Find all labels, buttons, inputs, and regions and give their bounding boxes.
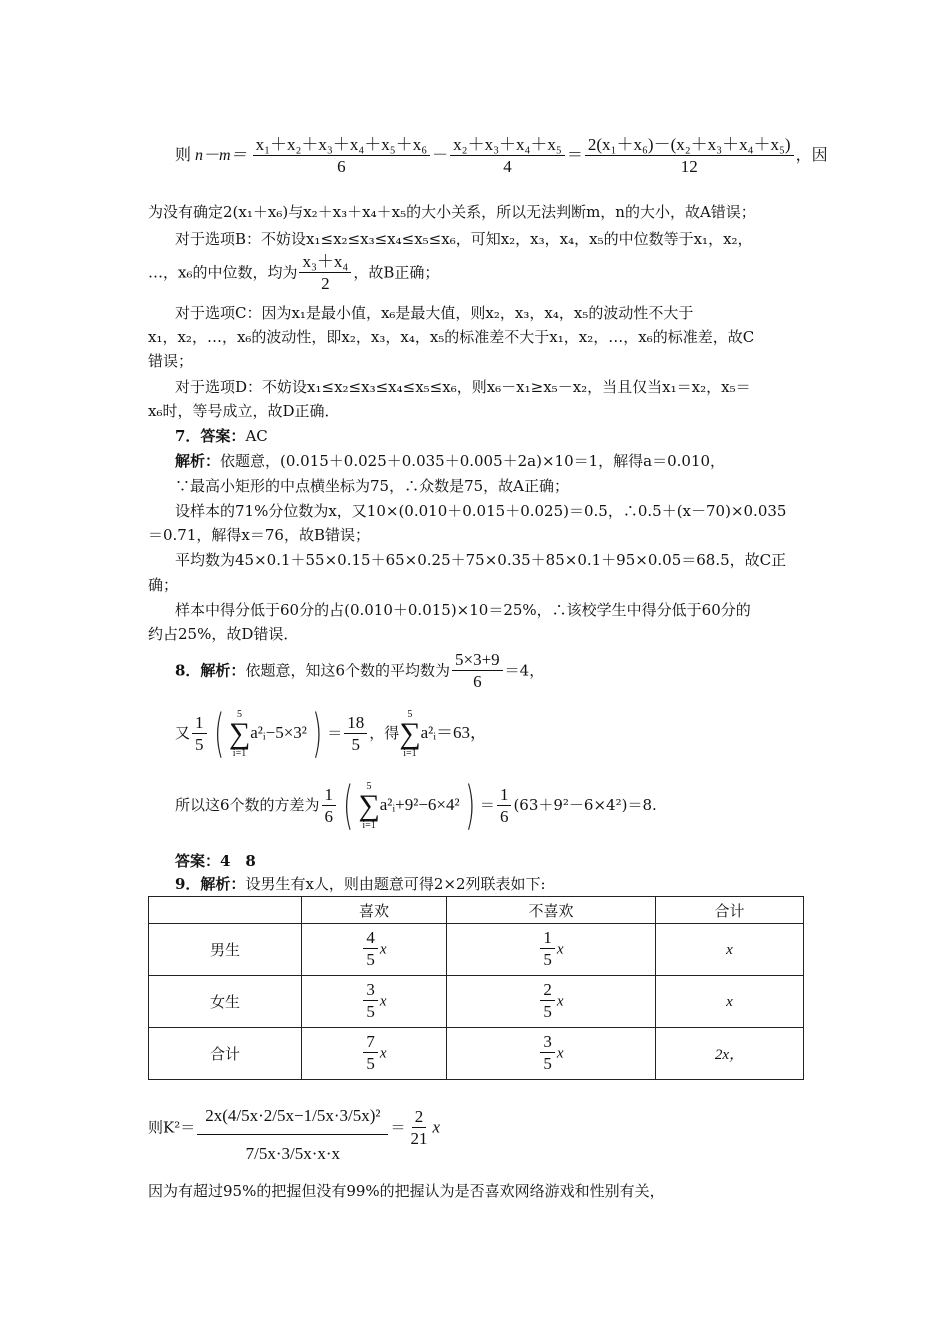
den: 6: [473, 672, 482, 691]
fraction-mean: [452, 650, 503, 693]
header-cell: [149, 897, 302, 924]
fraction-median: [299, 252, 351, 295]
row-label: 女生: [149, 976, 302, 1028]
table-cell: [656, 924, 804, 976]
value: AC: [245, 427, 268, 445]
label: 9．解析：: [175, 875, 246, 893]
num: 1: [540, 928, 555, 949]
q7-line: 平均数为45×0.1＋55×0.15＋65×0.25＋75×0.35＋85×0.1＋95×0.05＝68.5，故C正: [175, 551, 787, 569]
text: a²ᵢ＝63，: [420, 723, 488, 742]
table-cell: [447, 1028, 656, 1080]
num: 1: [322, 785, 337, 806]
fraction-2: [450, 135, 565, 178]
num: 2: [412, 1107, 427, 1128]
header-cell: 合计: [656, 897, 804, 924]
contingency-table: [148, 896, 804, 1080]
text: ，得: [369, 724, 400, 742]
var: x: [379, 941, 387, 958]
den: 7/5x·3/5x·x·x: [245, 1144, 341, 1163]
k2-formula: [148, 1092, 440, 1165]
paragraph-line: 为没有确定2(x₁＋x₆)与x₂＋x₃＋x₄＋x₅的大小关系，所以无法判断m，n的大小，故A错误；: [148, 203, 756, 221]
den: 5: [543, 1054, 552, 1073]
num: x₁＋x₂＋x₃＋x₄＋x₅＋x₆: [253, 135, 431, 156]
k2-fraction: [197, 1092, 388, 1165]
table-cell: [447, 976, 656, 1028]
den: 5: [195, 734, 204, 754]
q7-line: ∵最高小矩形的中点横坐标为75，∴众数是75，故A正确；: [175, 477, 570, 495]
text: －: [432, 147, 449, 165]
var: x: [379, 993, 387, 1010]
value: x: [726, 994, 733, 1010]
paragraph-line: x₁，x₂，…，x₆的波动性，即x₂，x₃，x₄，x₅的标准差不大于x₁，x₂，…，x₆的标准差，故C: [148, 328, 755, 346]
q7-line: 确；: [148, 576, 179, 594]
den: 5: [366, 1002, 375, 1021]
text: 又: [175, 724, 191, 742]
paragraph-line: 错误；: [148, 352, 194, 370]
table-cell: [302, 924, 447, 976]
lim: i=1: [403, 748, 417, 759]
sigma-icon: ∑: [358, 789, 380, 822]
row-label: 合计: [149, 1028, 302, 1080]
den: 4: [503, 157, 512, 176]
num: 1: [192, 713, 207, 734]
den: 6: [324, 806, 334, 826]
num: 3: [540, 1032, 555, 1053]
text: (63＋9²－6×4²)＝8.: [513, 796, 657, 814]
sigma-icon: ∑: [399, 717, 421, 750]
table-header-row: [149, 897, 804, 924]
lim: 5: [366, 781, 372, 792]
den: 5: [543, 1002, 552, 1021]
table-row: [149, 976, 804, 1028]
table-cell: [447, 924, 656, 976]
q7-line: 约占25%，故D错误．: [148, 625, 299, 643]
label: 解析：: [175, 452, 221, 470]
q7-line: 样本中得分低于60分的占(0.010＋0.015)×10＝25%，∴该校学生中得分低于60分的: [175, 601, 751, 619]
den: 12: [680, 157, 698, 176]
paragraph-line: 因为有超过95%的把握但没有99%的把握认为是否喜欢网络游戏和性别有关，: [148, 1182, 665, 1200]
q7-line: ＝0.71，解得x＝76，故B错误；: [148, 526, 370, 544]
table-cell: [302, 976, 447, 1028]
table-row: [149, 1028, 804, 1080]
paragraph-line-median: [148, 252, 439, 295]
q7-line: [175, 451, 725, 471]
num: 1: [497, 785, 512, 806]
q8-line-3: [175, 776, 657, 836]
var: x: [556, 941, 564, 958]
den: 6: [499, 806, 509, 826]
lim: i=1: [232, 748, 247, 759]
text: ＝: [479, 796, 495, 814]
text: a²ᵢ−5×3²: [250, 723, 307, 742]
fraction: [344, 713, 367, 756]
label: 7．答案：: [175, 427, 246, 445]
fraction: [497, 785, 512, 828]
text: …，x₆的中位数，均为: [148, 263, 298, 282]
right-paren: ): [464, 776, 475, 836]
lim: 5: [237, 709, 242, 720]
paragraph-line: 对于选项C：因为x₁是最小值，x₆是最大值，则x₂，x₃，x₄，x₅的波动性不大于: [175, 304, 694, 322]
text: 依题意，知这6个数的平均数为: [245, 661, 450, 680]
text: ＝4，: [504, 661, 545, 680]
label: 8．解析：: [175, 661, 246, 680]
paragraph-line: x₆时，等号成立，故D正确．: [148, 402, 340, 420]
var: x: [379, 1045, 387, 1062]
lim: 5: [407, 709, 413, 720]
sum-sign: [229, 709, 250, 759]
q8-answer: [175, 851, 256, 871]
num: 3: [363, 980, 378, 1001]
left-paren: (: [343, 776, 354, 836]
text: ＝: [327, 724, 343, 742]
var: x: [432, 1117, 441, 1137]
den: 5: [366, 1054, 375, 1073]
fraction-3: [585, 135, 794, 178]
right-paren: ): [311, 704, 323, 764]
sum-sign: [358, 781, 379, 831]
sigma-icon: ∑: [228, 717, 251, 750]
den: 6: [337, 157, 346, 176]
var: x: [556, 1045, 564, 1062]
den: 5: [543, 950, 552, 969]
num: 2x(4/5x·2/5x−1/5x·3/5x)²: [197, 1092, 388, 1135]
table-cell: [656, 1028, 804, 1080]
text: 依题意，(0.015＋0.025＋0.035＋0.005＋2a)×10＝1，解得a＝0.010，: [220, 452, 726, 470]
text: 答案：4 8: [175, 852, 256, 870]
header-cell: 不喜欢: [447, 897, 656, 924]
n-minus-m-formula: [175, 135, 828, 178]
num: x₂＋x₃＋x₄＋x₅: [450, 135, 565, 156]
text: 所以这6个数的方差为: [175, 796, 320, 814]
lim: i=1: [362, 820, 376, 831]
q8-line-2: [175, 704, 488, 764]
q7-answer: [175, 426, 268, 446]
table-row: [149, 924, 804, 976]
q9-intro: [175, 874, 546, 894]
text: a²ᵢ+9²−6×4²: [379, 795, 460, 814]
fraction-1: [253, 135, 431, 178]
q7-line: 设样本的71%分位数为x，又10×(0.010＋0.015＋0.025)＝0.5，∴0.5＋(x－70)×0.035: [175, 502, 787, 520]
num: 5×3+9: [452, 650, 503, 671]
num: 4: [363, 928, 378, 949]
text: 则: [175, 147, 196, 165]
den: 5: [351, 734, 360, 754]
fraction: [322, 785, 337, 828]
text: 设男生有x人，则由题意可得2×2列联表如下:: [245, 875, 546, 893]
sum-sign: [399, 709, 420, 759]
paragraph-line: 对于选项B：不妨设x₁≤x₂≤x₃≤x₄≤x₅≤x₆，可知x₂，x₃，x₄，x₅的中位数等于x₁，x₂，: [175, 230, 753, 248]
text: ，因: [795, 147, 828, 165]
text: 则K²＝: [148, 1118, 196, 1137]
table-cell: [656, 976, 804, 1028]
fraction: [407, 1107, 430, 1150]
den: 21: [410, 1129, 428, 1148]
num: 7: [363, 1032, 378, 1053]
left-paren: (: [213, 704, 224, 764]
paragraph-line: 对于选项D：不妨设x₁≤x₂≤x₃≤x₄≤x₅≤x₆，则x₆－x₁≥x₅－x₂，当且仅当x₁＝x₂，x₅＝: [175, 378, 751, 396]
num: 2: [540, 980, 555, 1001]
text: ＝: [390, 1118, 406, 1137]
header-cell: 喜欢: [302, 897, 447, 924]
table-cell: [302, 1028, 447, 1080]
value: 2x，: [714, 1047, 745, 1063]
q8-line-1: [175, 650, 544, 693]
row-label: 男生: [149, 924, 302, 976]
den: 5: [366, 950, 375, 969]
num: 2(x₁＋x₆)－(x₂＋x₃＋x₄＋x₅): [585, 135, 794, 156]
fraction: [192, 713, 207, 756]
var: x: [556, 993, 564, 1010]
value: x: [726, 942, 733, 958]
text: ，故B正确；: [353, 263, 440, 282]
num: 18: [344, 713, 367, 734]
text: n－m＝: [195, 147, 247, 165]
den: 2: [321, 274, 330, 293]
text: ＝: [566, 147, 583, 165]
num: x₃＋x₄: [299, 252, 351, 273]
